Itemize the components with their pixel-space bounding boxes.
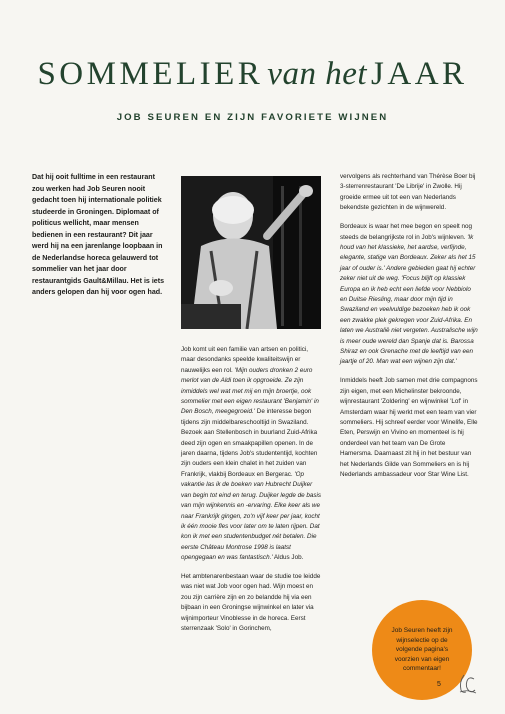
column2-text-c: Aldus Job.: [272, 554, 304, 562]
column3-quote: 'Ik houd van het klassieke, het aardse, verfijnde, elegante, statige van Bordeaux. Zeker als het 15 jaar of ouder is.' Andere gebieden gaat hij echter zeker niet uit de weg. 'Focus blijft op klassiek Europa en ik heb echt een liefde voor Nebbiolo en Duitse Riesling, maar door mijn tijd in Swaziland en veelvuldige bezoeken heb ik ook een zwakke plek gekregen voor Zuid-Afrika. En laten we Australië niet vergeten. Australische wijn is meer oude wereld dan Spanje dat is. Barossa Shiraz en ook Grenache met de leeftijd van een jaartje of 20. Man wat een wijnen zijn dat.': [340, 233, 478, 366]
column3-paragraph-1: vervolgens als rechterhand van Thérèse Boer bij 3-sterrenrestaurant 'De Librije' in Zwolle. Hij groeide ermee uit tot een van Nederlands bekendste gezichten in de wijnwereld.: [340, 173, 476, 212]
title-word-jaar: JAAR: [371, 56, 468, 92]
column2-paragraph-2: Het ambtenarenbestaan waar de studie toe leidde was niet wat Job voor ogen had. Wijn moest en zou zijn carrière zijn en zo belandde hij via een bijbaan in een Groningse wijnwinkel en later via wijnimporteur Vinoblesse in de horeca. Eerst sterrenzaak 'Solo' in Gorinchem,: [181, 573, 321, 633]
column2-paragraph-1: [181, 345, 324, 564]
article-subtitle: JOB SEUREN EN ZIJN FAVORIETE WIJNEN: [116, 112, 389, 123]
column2-quote-a: 'Mijn ouders dronken 2 euro merlot van de Aldi toen ik opgroeide. Ze zijn inmiddels wel wat met mij en mijn broertje, ook sommelier met een eigen restaurant 'Benjamin' in Den Bosch, meegegroeid.': [181, 366, 319, 416]
title-word-sommelier: SOMMELIER: [37, 56, 264, 92]
intro-paragraph: Dat hij ooit fulltime in een restaurant zou werken had Job Seuren nooit gedacht toen hij internationale politiek studeerde in Groningen. Diplomaat of politicus wellicht, maar mensen bedienen in een restaurant? Dit jaar werd hij na een jarenlange loopbaan in de Nederlandse horeca gelauwerd tot sommelier van het jaar door restaurantgids Gault&Millau. Het is iets anders gelopen dan hij voor ogen had.: [32, 173, 165, 296]
article-title: [0, 56, 505, 93]
article-column-2: [181, 345, 324, 643]
column2-quote-b: 'Op vakantie las ik de boeken van Hubrecht Duijker van begin tot eind en terug. Duijker legde de basis van mijn wijnkennis en -ervaring. Elke keer als we naar Frankrijk gingen, zo'n vijf keer per jaar, kocht ik één mooie fles voor later om te laten rijpen. Dat kon ik met een studentenbudget nét betalen. Die eerste Château Montrose 1998 is laatst opengegaan en was fantastisch.': [181, 470, 322, 562]
column3-paragraph-3: Inmiddels heeft Job samen met drie compagnons zijn eigen, met een Michelinster bekroonde, wijnrestaurant 'Zoldering' en wijnwinkel 'Lof' in Amsterdam waar hij werkt met een team van vier sommeliers. Hij schreef eerder voor Winelife, Elle Eten, Perswijn en Vivino en momenteel is hij onderdeel van het team van De Grote Hamersma. Daarnaast zit hij in het bestuur van het Nederlands Gilde van Sommeliers en is hij Nederlands ambassadeur voor Star Wine List.: [340, 377, 478, 478]
column2-text-a: Job komt uit een familie van artsen en politici, maar desondanks speelde kwaliteitswijn er nauwelijks een rol.: [181, 346, 309, 374]
article-column-3: [340, 172, 478, 489]
callout-text: Job Seuren heeft zijn wijnselectie op de volgende pagina's voorzien van eigen commentaar!: [391, 627, 453, 673]
portrait-photo: [181, 176, 321, 329]
column3-paragraph-2: [340, 222, 478, 368]
column3-text-a: Bordeaux is waar het mee begon en speelt nog steeds de belangrijkste rol in Job's wijnleven.: [340, 223, 472, 241]
gault-millau-logo-icon: [455, 672, 479, 696]
column2-text-b: De interesse begon tijdens zijn middelbareschooltijd in Swaziland. Bezoek aan Stellenbosch in buurland Zuid-Afrika deed zijn ogen en smaakpapillen openen. In de jaren daarna, tijdens Job's studententijd, kochten zijn ouders een klein chalet in het zuiden van Frankrijk, vlakbij Bordeaux en Bergerac.: [181, 408, 318, 478]
portrait-illustration: [181, 176, 321, 329]
title-word-van-het: van het: [267, 56, 368, 92]
page-number: 5: [437, 681, 441, 688]
